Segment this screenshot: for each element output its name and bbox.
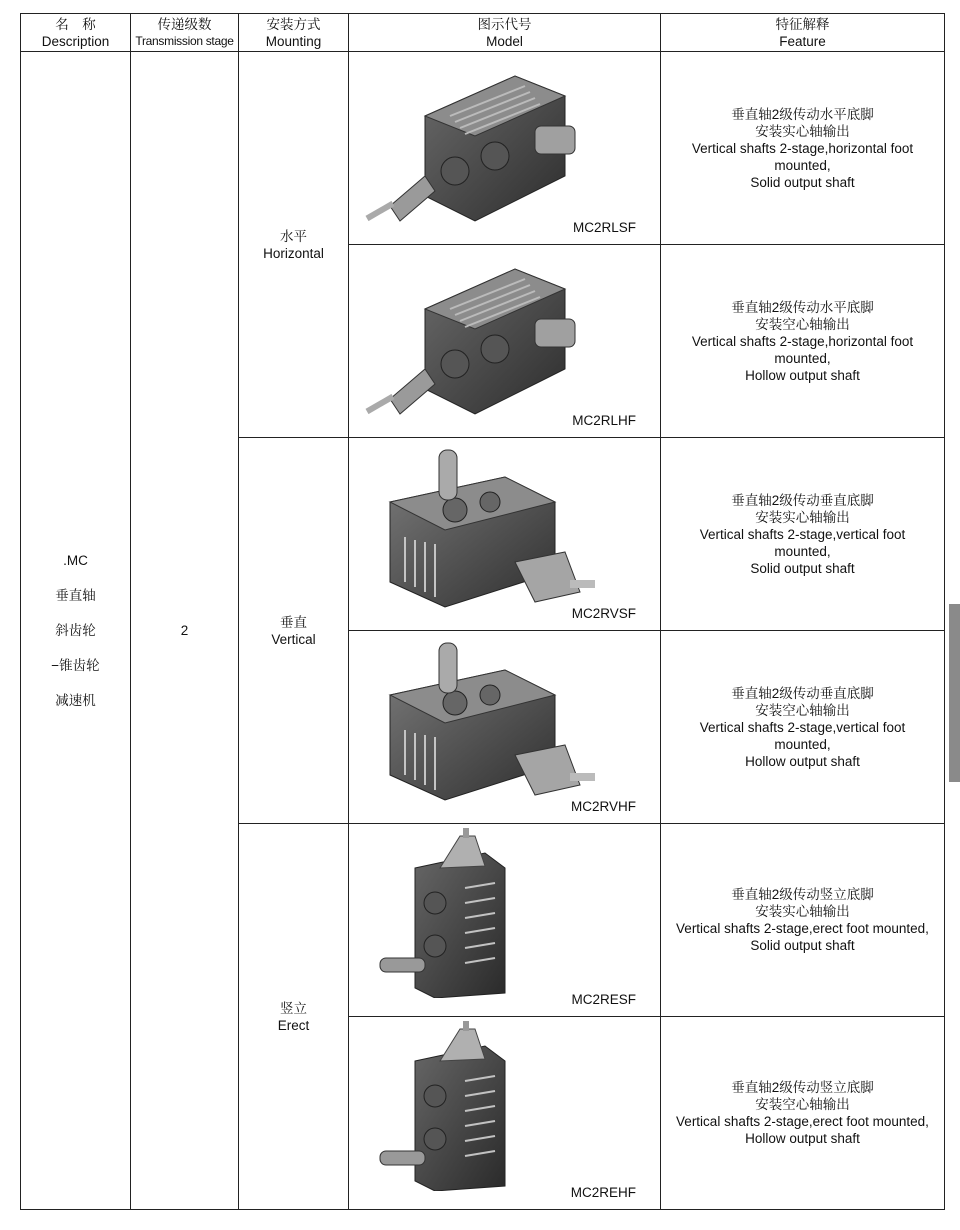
- header-mounting: 安装方式 Mounting: [239, 14, 349, 52]
- mounting-vertical-cell: [239, 438, 349, 824]
- feature-line: 垂直轴2级传动竖立底脚: [731, 1080, 874, 1095]
- mounting-en: Erect: [277, 1017, 310, 1033]
- feature-line: 垂直轴2级传动水平底脚: [731, 106, 874, 122]
- feature-line: Hollow output shaft: [745, 1131, 860, 1146]
- feature-line: Solid output shaft: [750, 560, 855, 576]
- feature-line: Vertical shafts 2-stage,vertical foot: [699, 526, 906, 542]
- feature-line: mounted,: [774, 736, 831, 752]
- feature-line: 安装空心轴输出: [755, 702, 850, 718]
- description-text: [21, 552, 130, 709]
- feature-line: 安装实心轴输出: [755, 509, 850, 525]
- feature-line: Vertical shafts 2-stage,horizontal foot: [691, 333, 914, 349]
- mounting-en: Horizontal: [263, 245, 324, 261]
- mounting-zh: 竖立: [280, 1000, 307, 1016]
- description-line: 减速机: [55, 693, 96, 708]
- feature-line: 安装实心轴输出: [755, 123, 850, 139]
- table-row: [21, 52, 945, 245]
- feature-line: mounted,: [774, 350, 831, 366]
- model-code: MC2RVHF: [570, 799, 636, 814]
- description-line: .MC: [63, 553, 88, 568]
- feature-cell: [661, 438, 945, 631]
- feature-line: Vertical shafts 2-stage,vertical foot: [699, 719, 906, 735]
- header-description: 名 称 Description: [21, 14, 131, 52]
- feature-line: Hollow output shaft: [745, 367, 860, 383]
- header-row: [21, 14, 945, 52]
- model-code: MC2RLHF: [572, 413, 636, 428]
- specification-table: [20, 13, 945, 1210]
- description-line: 斜齿轮: [55, 623, 96, 638]
- header-model: 图示代号 Model: [349, 14, 661, 52]
- feature-line: Solid output shaft: [750, 174, 855, 190]
- model-code: MC2RLSF: [572, 220, 636, 235]
- description-cell: [21, 52, 131, 1210]
- model-cell: [349, 245, 661, 438]
- feature-line: 安装空心轴输出: [755, 1097, 850, 1112]
- feature-line: 垂直轴2级传动水平底脚: [731, 299, 874, 315]
- feature-line: mounted,: [774, 157, 831, 173]
- header-feature: 特征解释 Feature: [661, 14, 945, 52]
- model-cell: [349, 52, 661, 245]
- feature-line: Vertical shafts 2-stage,horizontal foot: [691, 140, 914, 156]
- description-line: 垂直轴: [55, 588, 96, 603]
- feature-line: 垂直轴2级传动垂直底脚: [731, 492, 874, 508]
- model-cell: [349, 1017, 661, 1210]
- mounting-zh: 水平: [280, 228, 307, 244]
- model-code: MC2RESF: [571, 992, 636, 1007]
- feature-line: 垂直轴2级传动竖立底脚: [731, 887, 874, 902]
- model-code: MC2REHF: [570, 1185, 636, 1200]
- feature-cell: [661, 824, 945, 1017]
- feature-cell: [661, 245, 945, 438]
- table-body: [21, 52, 945, 1210]
- side-thumb-tab: [949, 604, 960, 782]
- feature-cell: [661, 1017, 945, 1210]
- feature-line: 垂直轴2级传动垂直底脚: [731, 685, 874, 701]
- mounting-en: Vertical: [271, 631, 316, 647]
- mounting-horizontal-cell: [239, 52, 349, 438]
- description-line: −锥齿轮: [51, 658, 100, 673]
- feature-line: 安装空心轴输出: [755, 316, 850, 332]
- feature-line: Vertical shafts 2-stage,erect foot mounted,: [676, 921, 929, 936]
- feature-line: mounted,: [774, 543, 831, 559]
- feature-cell: [661, 631, 945, 824]
- header-transmission-stage: 传递级数 Transmission stage: [131, 14, 239, 52]
- model-cell: [349, 631, 661, 824]
- mounting-zh: 垂直: [280, 614, 307, 630]
- feature-line: 安装实心轴输出: [755, 904, 850, 919]
- feature-line: Hollow output shaft: [745, 753, 860, 769]
- model-cell: [349, 824, 661, 1017]
- transmission-stage-cell: 2: [131, 52, 239, 1210]
- model-code: MC2RVSF: [571, 606, 636, 621]
- model-cell: [349, 438, 661, 631]
- feature-line: Solid output shaft: [750, 938, 855, 953]
- feature-cell: [661, 52, 945, 245]
- mounting-erect-cell: [239, 824, 349, 1210]
- feature-line: Vertical shafts 2-stage,erect foot mounted,: [676, 1114, 929, 1129]
